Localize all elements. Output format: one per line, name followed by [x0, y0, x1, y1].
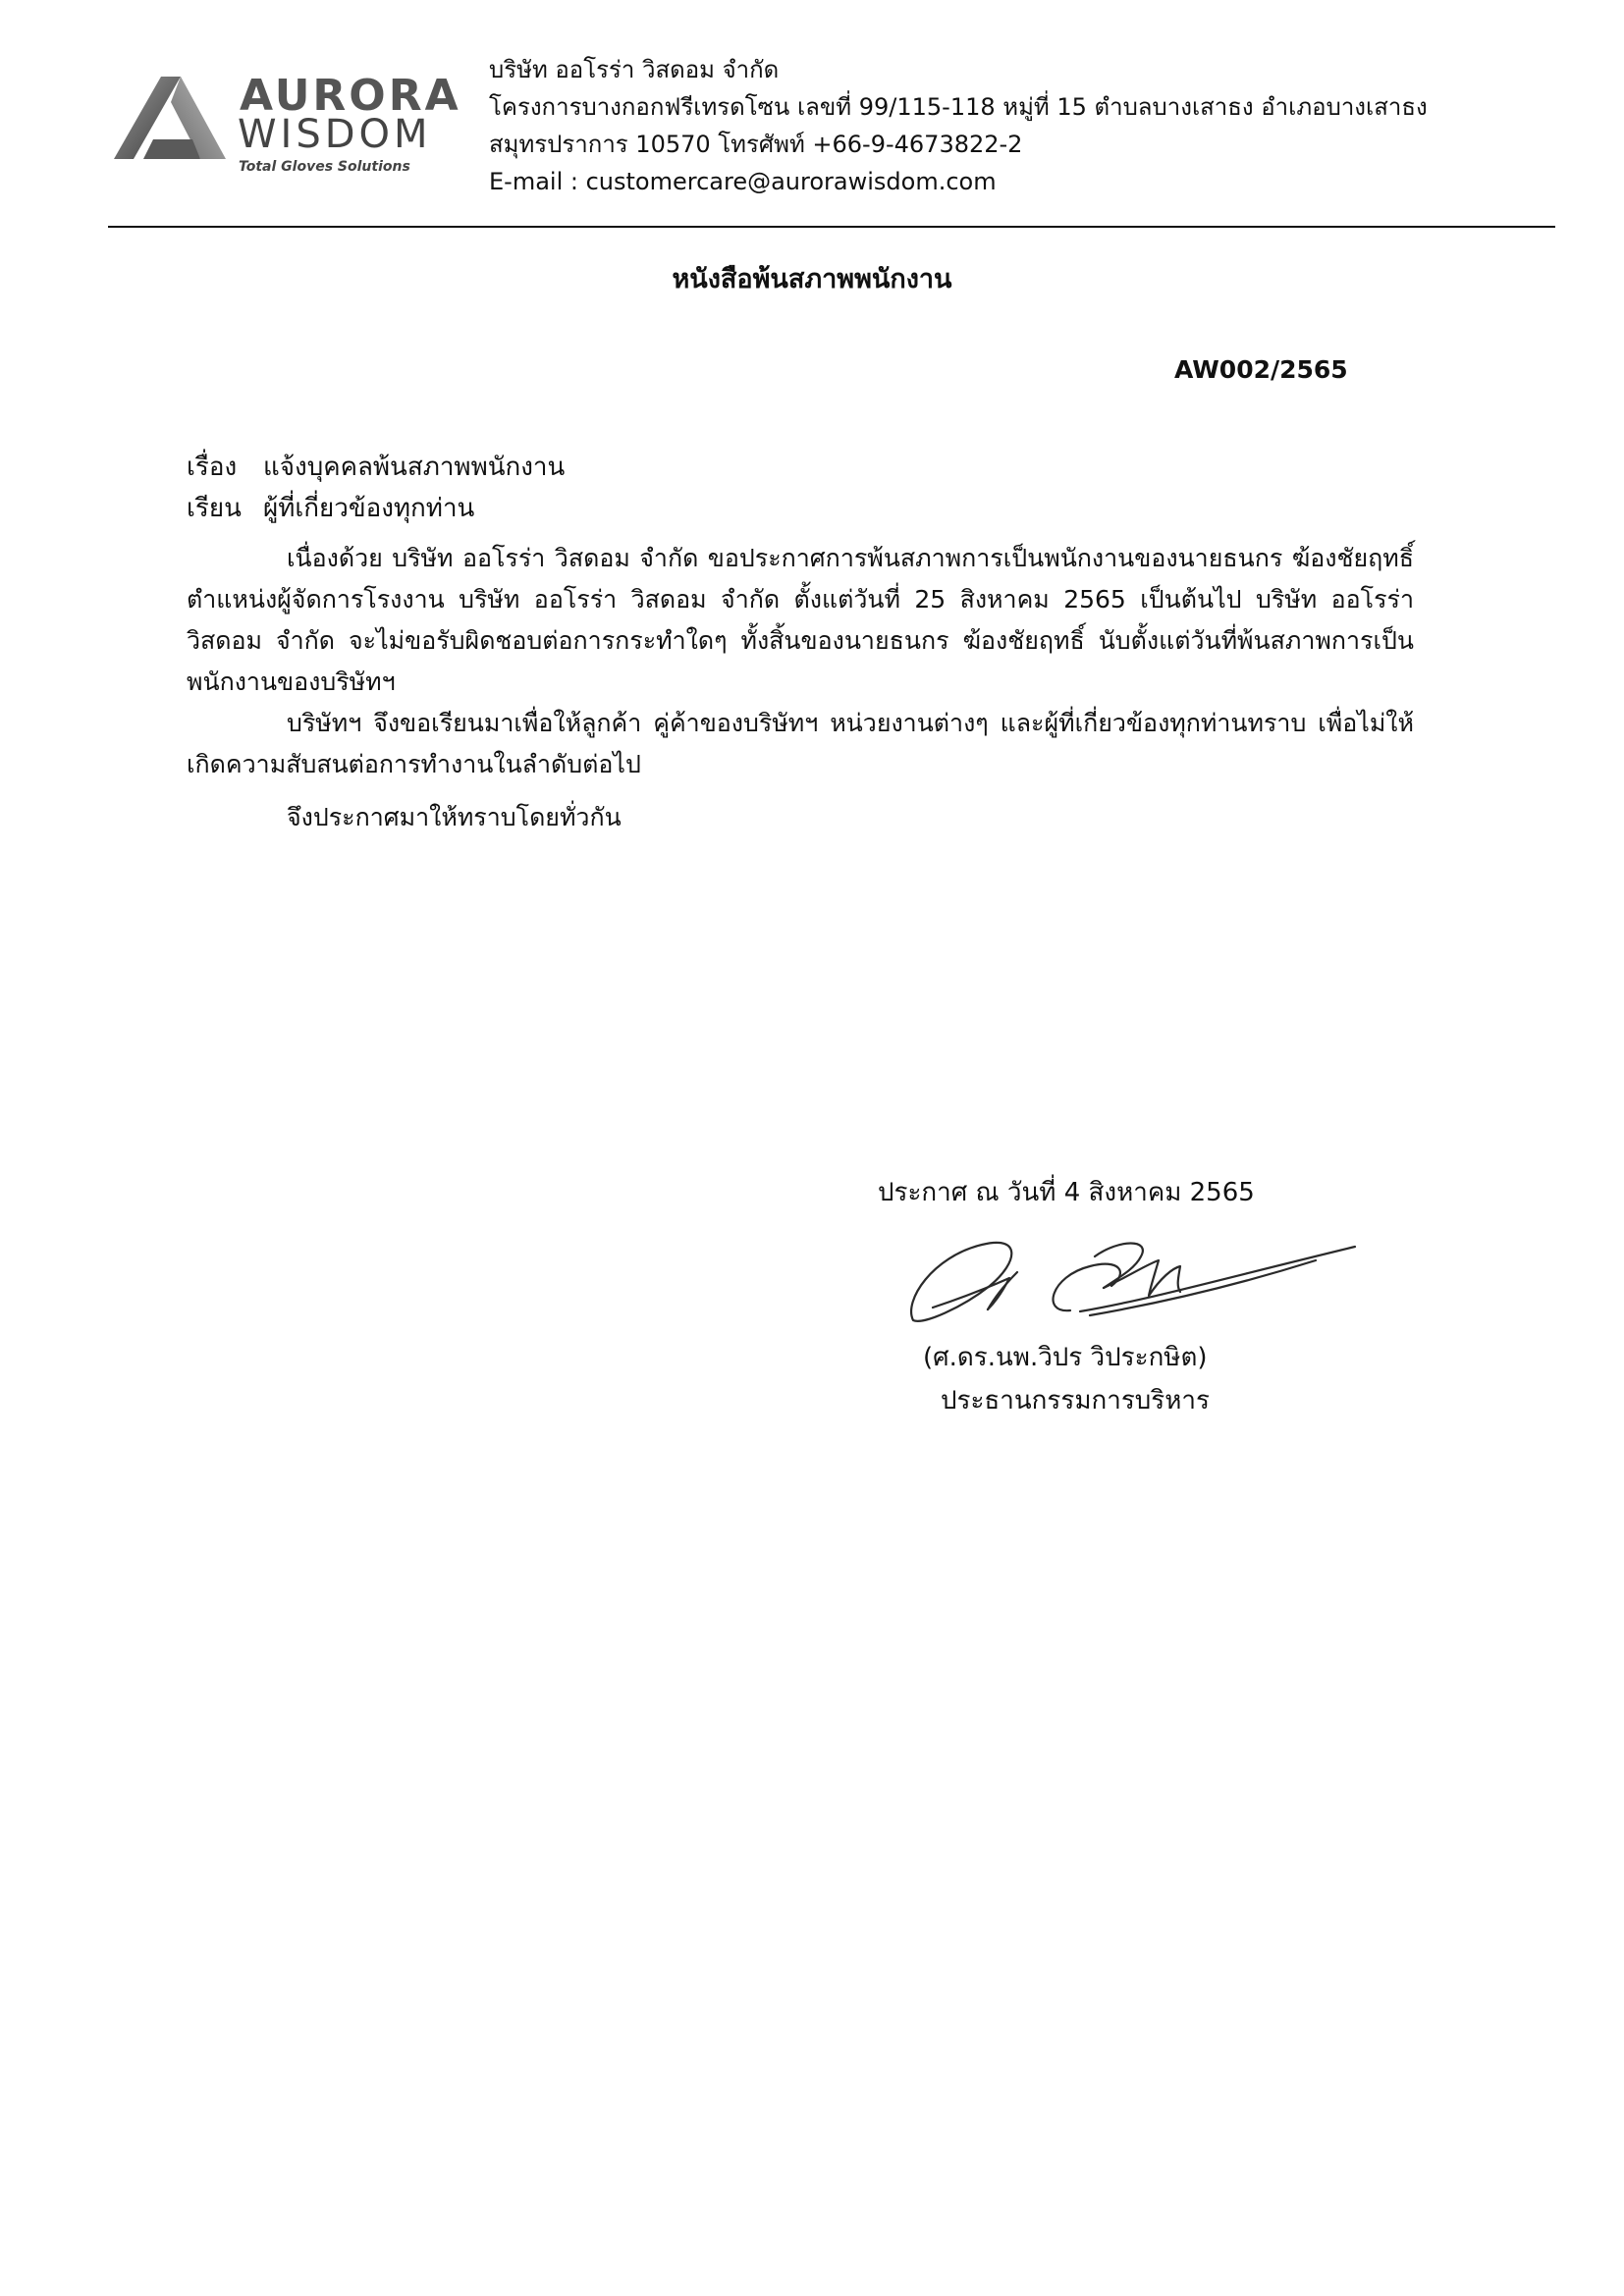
signer-name: (ศ.ดร.นพ.วิปร วิประกษิต) [923, 1343, 1208, 1372]
header-divider [108, 226, 1555, 228]
subject-row [187, 447, 565, 487]
company-address-line-2: สมุทรปราการ 10570 โทรศัพท์ +66-9-4673822-2 [489, 131, 1023, 158]
company-info [489, 51, 1428, 200]
subject-text: แจ้งบุคคลพ้นสภาพพนักงาน [263, 453, 566, 482]
recipient-label: เรียน [187, 494, 242, 523]
company-name: บริษัท ออโรร่า วิสดอม จำกัด [489, 56, 780, 83]
company-address-line-1: โครงการบางกอกฟรีเทรดโซน เลขที่ 99/115-118 หมู่ที่ 15 ตำบลบางเสาธง อำเภอบางเสาธง [489, 93, 1428, 121]
document-number: AW002/2565 [1174, 355, 1348, 384]
logo-word-aurora: AURORA [240, 71, 461, 121]
logo-mark-icon [110, 69, 238, 163]
handwritten-signature [893, 1217, 1365, 1345]
recipient-row [187, 488, 474, 528]
logo-tagline: Total Gloves Solutions [239, 159, 410, 175]
letter-body [187, 538, 1414, 838]
subject-label: เรื่อง [187, 453, 238, 482]
logo-word-wisdom: WISDOM [238, 112, 432, 157]
company-logo [110, 69, 461, 182]
signer-title: ประธานกรรมการบริหาร [941, 1386, 1210, 1415]
document-title: หนังสือพ้นสภาพพนักงาน [672, 264, 952, 294]
recipient-text: ผู้ที่เกี่ยวข้องทุกท่าน [263, 494, 475, 523]
closing-sentence: จึงประกาศมาให้ทราบโดยทั่วกัน [287, 803, 622, 831]
announcement-date: ประกาศ ณ วันที่ 4 สิงหาคม 2565 [878, 1178, 1255, 1207]
body-paragraph-1: เนื่องด้วย บริษัท ออโรร่า วิสดอม จำกัด ขอประกาศการพ้นสภาพการเป็นพนักงานของนายธนกร ฆ้องชัยฤทธิ์ ตำแหน่งผู้จัดการโรงงาน บริษัท ออโรร่า วิสดอม จำกัด ตั้งแต่วันที่ 25 สิงหาคม 2565 เป็นต้นไป บริษัท ออโรร่า วิสดอม จำกัด จะไม่ขอรับผิดชอบต่อการกระทำใดๆ ทั้งสิ้นของนายธนกร ฆ้องชัยฤทธิ์ นับตั้งแต่วันที่พ้นสภาพการเป็นพนักงานของบริษัทฯ [187, 544, 1414, 696]
body-paragraph-2: บริษัทฯ จึงขอเรียนมาเพื่อให้ลูกค้า คู่ค้าของบริษัทฯ หน่วยงานต่างๆ และผู้ที่เกี่ยวข้องทุกท่านทราบ เพื่อไม่ให้เกิดความสับสนต่อการทำงานในลำดับต่อไป [187, 709, 1414, 778]
company-email: E-mail : customercare@aurorawisdom.com [489, 168, 997, 195]
